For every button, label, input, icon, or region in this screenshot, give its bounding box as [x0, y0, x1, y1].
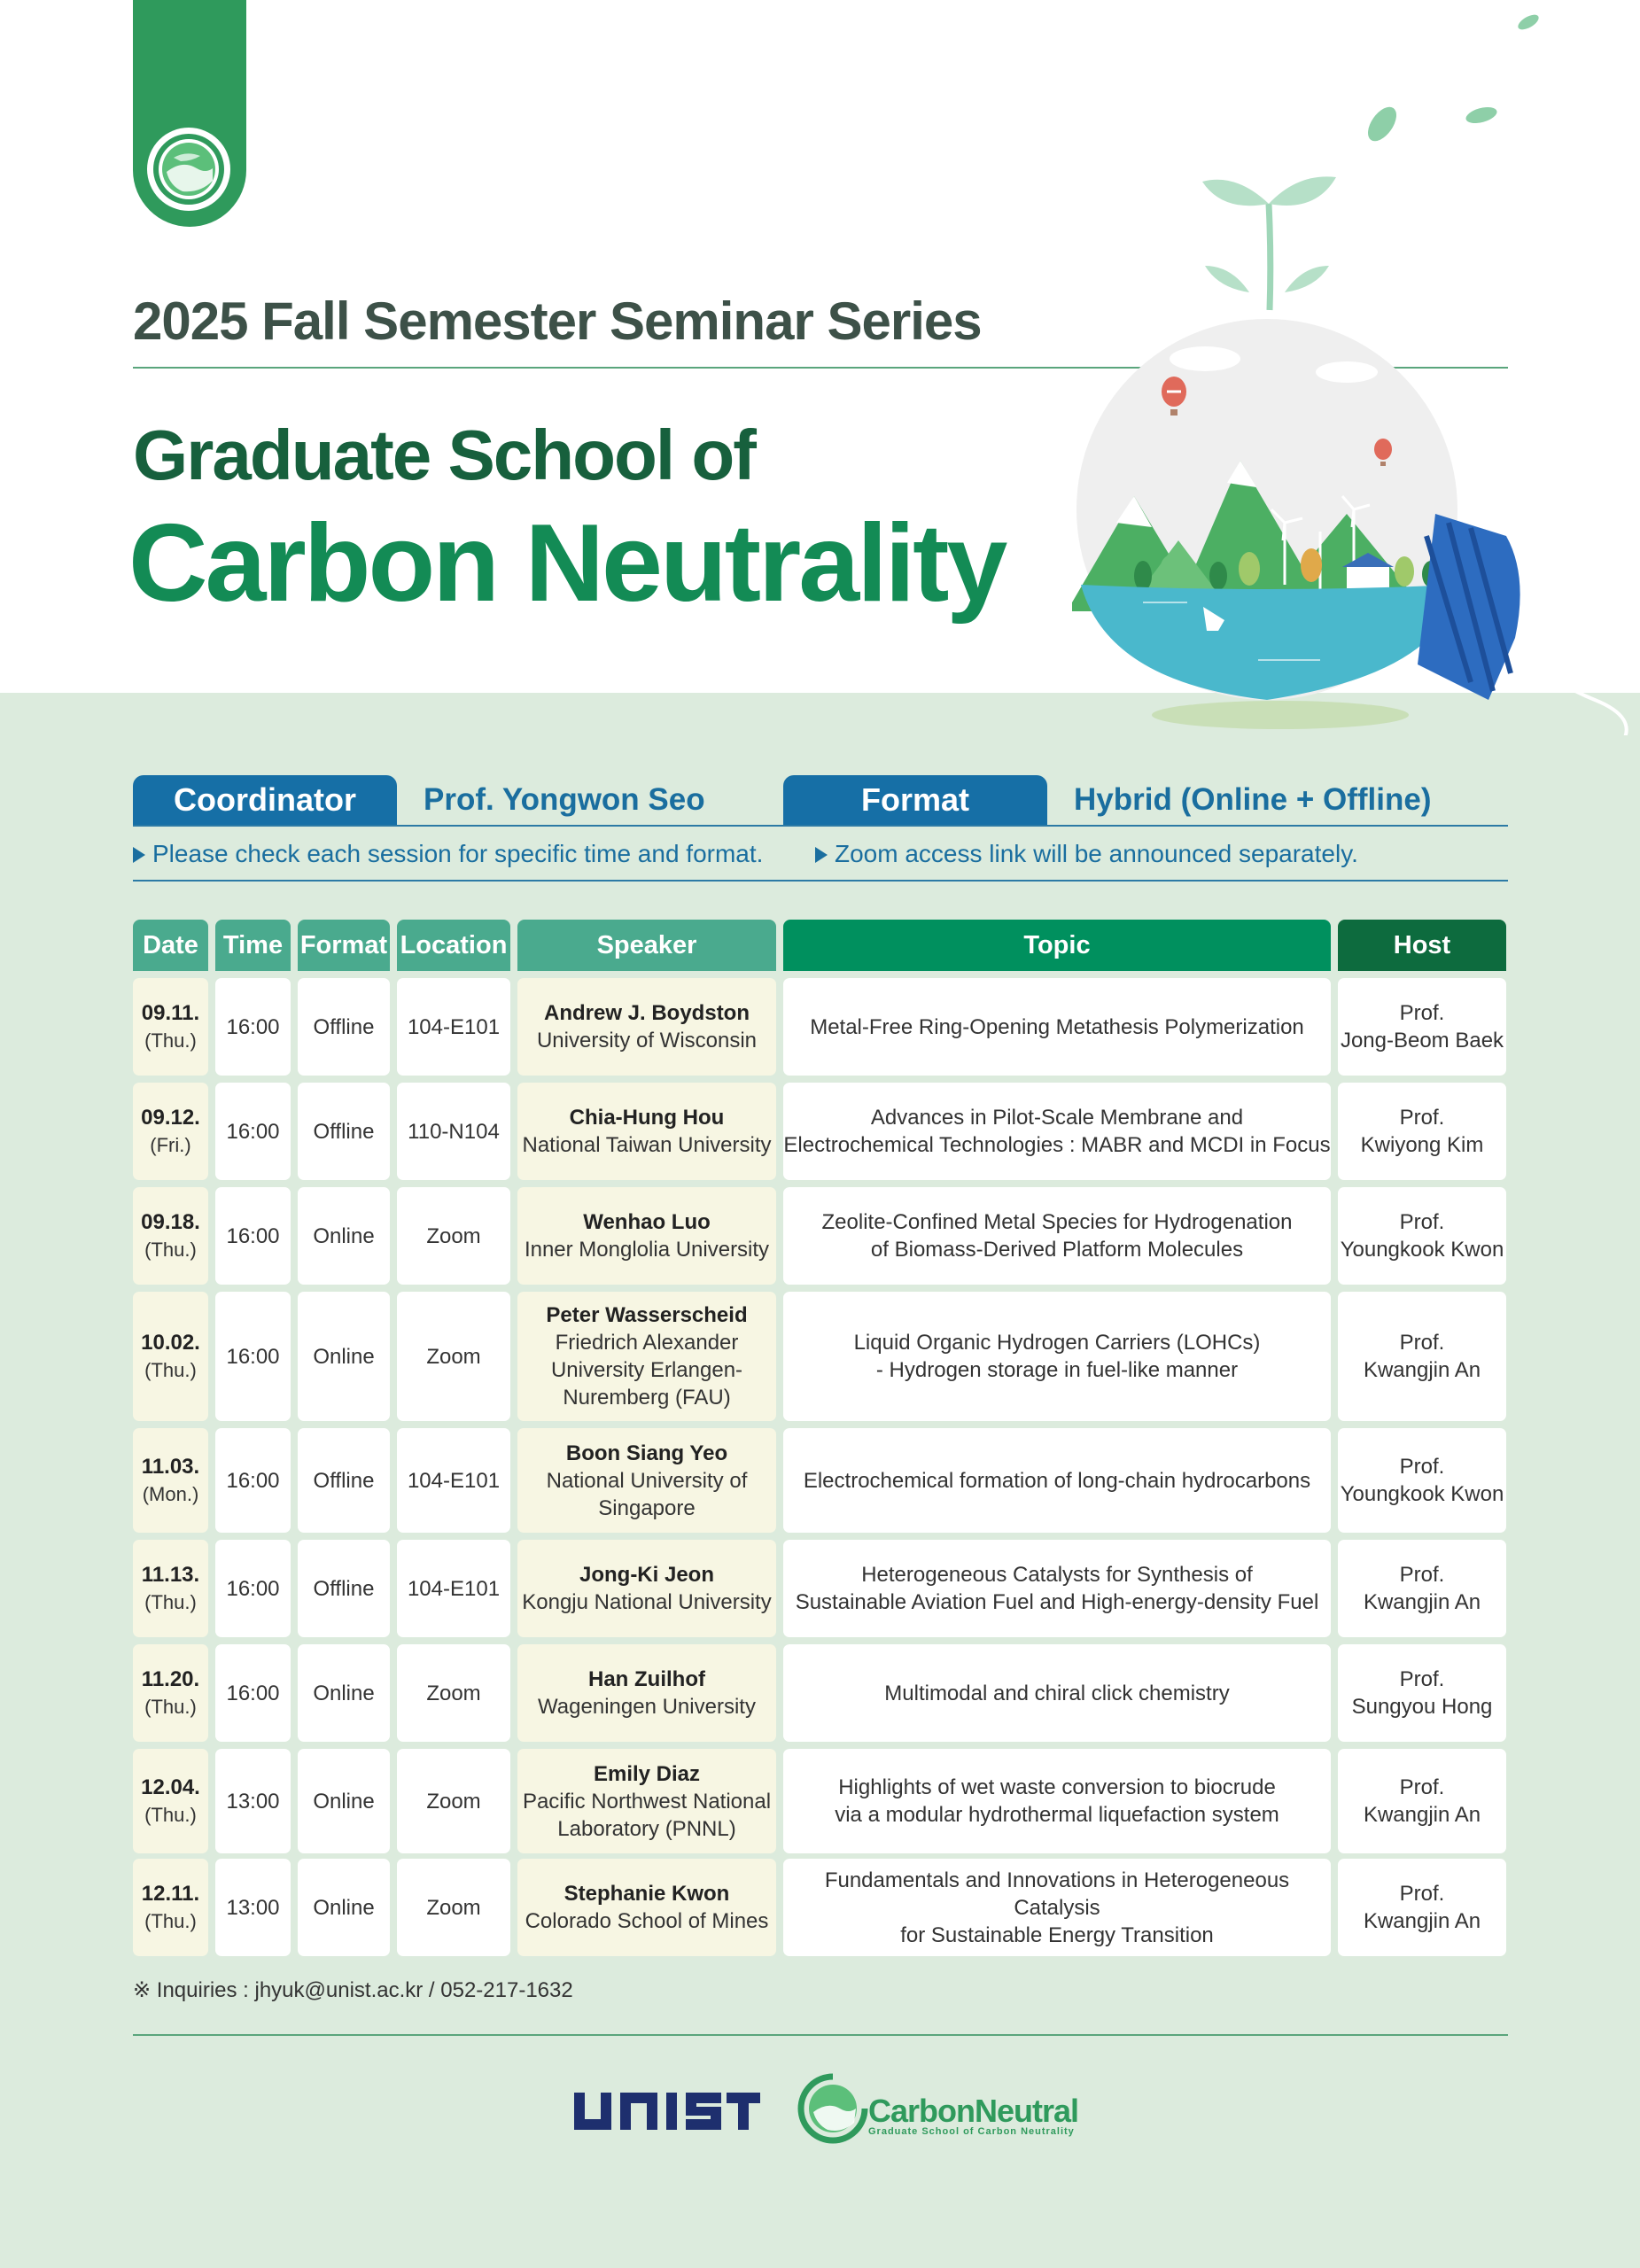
host-name: Kwiyong Kim [1360, 1133, 1484, 1157]
cell-date [133, 1083, 208, 1180]
speaker-name: Han Zuilhof [588, 1667, 705, 1691]
cell-host [1338, 1292, 1506, 1421]
host-title: Prof. [1399, 1882, 1445, 1906]
carbon-neutral-logo-title: CarbonNeutral [868, 2093, 1079, 2129]
date-value: 10.02. [141, 1331, 200, 1355]
title-line2: Carbon Neutrality [128, 502, 1006, 625]
date-value: 09.12. [141, 1106, 200, 1130]
date-value: 11.13. [141, 1563, 200, 1587]
cell-speaker [517, 1292, 776, 1421]
host-name: Kwangjin An [1363, 1803, 1481, 1827]
host-title: Prof. [1399, 1667, 1445, 1691]
speaker-name: Jong-Ki Jeon [579, 1563, 714, 1587]
host-name: Kwangjin An [1363, 1358, 1481, 1382]
cell-date [133, 1859, 208, 1956]
cell-format: Online [298, 1749, 390, 1853]
speaker-affiliation: Colorado School of Mines [525, 1909, 769, 1933]
cell-time: 13:00 [215, 1859, 291, 1956]
cell-location: Zoom [397, 1187, 510, 1285]
cell-location: 110-N104 [397, 1083, 510, 1180]
cell-location: 104-E101 [397, 1540, 510, 1637]
cell-date [133, 978, 208, 1076]
carbon-neutral-logo-icon [797, 2071, 868, 2150]
cell-speaker [517, 1859, 776, 1956]
header-date: Date [133, 920, 208, 971]
speaker-name: Emily Diaz [593, 1761, 701, 1786]
host-title: Prof. [1399, 1455, 1445, 1479]
cell-time: 16:00 [215, 1187, 291, 1285]
speaker-affiliation: Kongju National University [522, 1590, 772, 1614]
cell-time: 13:00 [215, 1749, 291, 1853]
topic-text: Multimodal and chiral click chemistry [884, 1681, 1230, 1705]
cell-topic [783, 1292, 1331, 1421]
day-value: (Thu.) [144, 1591, 197, 1613]
carbon-neutral-logo-subtitle: Graduate School of Carbon Neutrality [868, 2126, 1075, 2137]
meta-divider [133, 825, 1508, 827]
arrow-right-icon [815, 847, 828, 863]
cell-date [133, 1428, 208, 1533]
cell-time: 16:00 [215, 1428, 291, 1533]
cell-date [133, 1644, 208, 1742]
bulb-base-icon [1418, 514, 1520, 700]
cell-speaker [517, 1749, 776, 1853]
speaker-affiliation: Wageningen University [538, 1695, 756, 1719]
cell-location: Zoom [397, 1859, 510, 1956]
host-title: Prof. [1399, 1210, 1445, 1234]
date-value: 11.03. [141, 1455, 200, 1479]
cell-host [1338, 1859, 1506, 1956]
speaker-affiliation: National Taiwan University [522, 1133, 772, 1157]
speaker-name: Peter Wasserscheid [546, 1303, 748, 1327]
footer-divider [133, 2034, 1508, 2036]
topic-text: Liquid Organic Hydrogen Carriers (LOHCs) - Hydrogen storage in fuel-like manner [853, 1331, 1261, 1382]
topic-text: Fundamentals and Innovations in Heterogeneous Catalysis for Sustainable Energy Transition [824, 1868, 1290, 1947]
host-title: Prof. [1399, 1331, 1445, 1355]
header-time: Time [215, 920, 291, 971]
header-location: Location [397, 920, 510, 971]
cell-location: Zoom [397, 1292, 510, 1421]
cell-format: Online [298, 1859, 390, 1956]
date-value: 11.20. [141, 1667, 200, 1691]
note-session-format: Please check each session for specific time and format. [133, 840, 763, 868]
cell-topic [783, 1187, 1331, 1285]
cell-date [133, 1540, 208, 1637]
cell-host [1338, 978, 1506, 1076]
topic-text: Heterogeneous Catalysts for Synthesis of Sustainable Aviation Fuel and High-energy-density Fuel [795, 1563, 1319, 1614]
format-label: Format [783, 775, 1047, 825]
cell-format: Online [298, 1644, 390, 1742]
arrow-right-icon [133, 847, 145, 863]
topic-text: Metal-Free Ring-Opening Metathesis Polymerization [810, 1014, 1304, 1039]
topic-text: Zeolite-Confined Metal Species for Hydrogenation of Biomass-Derived Platform Molecules [821, 1210, 1293, 1262]
date-value: 09.18. [141, 1210, 200, 1234]
date-value: 09.11. [141, 1001, 200, 1025]
coordinator-label: Coordinator [133, 775, 397, 825]
cell-topic [783, 1428, 1331, 1533]
header-format: Format [298, 920, 390, 971]
cell-host [1338, 1540, 1506, 1637]
cell-format: Offline [298, 1083, 390, 1180]
day-value: (Thu.) [144, 1359, 197, 1381]
cell-topic [783, 1644, 1331, 1742]
cell-time: 16:00 [215, 1292, 291, 1421]
day-value: (Fri.) [150, 1134, 191, 1156]
cell-date [133, 1292, 208, 1421]
cell-time: 16:00 [215, 1083, 291, 1180]
host-name: Kwangjin An [1363, 1909, 1481, 1933]
cell-host [1338, 1644, 1506, 1742]
cell-host [1338, 1083, 1506, 1180]
notes-divider [133, 880, 1508, 882]
cell-speaker [517, 1187, 776, 1285]
cell-time: 16:00 [215, 1644, 291, 1742]
date-value: 12.11. [141, 1882, 200, 1906]
cell-host [1338, 1187, 1506, 1285]
cell-topic [783, 1749, 1331, 1853]
globe-logo-icon [147, 128, 230, 211]
topic-text: Electrochemical formation of long-chain hydrocarbons [803, 1468, 1311, 1493]
leaf-icon [1363, 12, 1542, 146]
speaker-name: Andrew J. Boydston [543, 1001, 750, 1025]
cell-topic [783, 978, 1331, 1076]
cell-format: Online [298, 1187, 390, 1285]
host-name: Jong-Beom Baek [1340, 1029, 1504, 1052]
unist-logo [574, 2093, 760, 2136]
speaker-affiliation: Inner Monglolia University [524, 1238, 770, 1262]
note-zoom-link: Zoom access link will be announced separately. [815, 840, 1358, 868]
cell-location: 104-E101 [397, 1428, 510, 1533]
topic-text: Advances in Pilot-Scale Membrane and Electrochemical Technologies : MABR and MCDI in Focus [783, 1106, 1331, 1157]
speaker-name: Stephanie Kwon [564, 1882, 730, 1906]
cell-format: Online [298, 1292, 390, 1421]
cell-format: Offline [298, 1428, 390, 1533]
coordinator-value: Prof. Yongwon Seo [424, 782, 705, 817]
cell-speaker [517, 978, 776, 1076]
header-speaker: Speaker [517, 920, 776, 971]
cell-topic [783, 1859, 1331, 1956]
cell-time: 16:00 [215, 978, 291, 1076]
cell-location: Zoom [397, 1644, 510, 1742]
host-name: Kwangjin An [1363, 1590, 1481, 1614]
inquiries: ※ Inquiries : jhyuk@unist.ac.kr / 052-217-1632 [133, 1978, 573, 2002]
speaker-affiliation: Pacific Northwest National Laboratory (PNNL) [522, 1789, 772, 1841]
topic-text: Highlights of wet waste conversion to biocrude via a modular hydrothermal liquefaction system [835, 1775, 1279, 1827]
host-name: Youngkook Kwon [1340, 1482, 1504, 1506]
cell-location: Zoom [397, 1749, 510, 1853]
day-value: (Thu.) [144, 1029, 197, 1052]
cell-format: Offline [298, 1540, 390, 1637]
cell-speaker [517, 1428, 776, 1533]
day-value: (Thu.) [144, 1239, 197, 1261]
day-value: (Mon.) [142, 1483, 199, 1505]
date-value: 12.04. [141, 1775, 200, 1799]
host-title: Prof. [1399, 1106, 1445, 1130]
cell-topic [783, 1083, 1331, 1180]
speaker-name: Boon Siang Yeo [565, 1441, 728, 1465]
host-title: Prof. [1399, 1001, 1445, 1025]
cell-date [133, 1187, 208, 1285]
title-line1: Graduate School of [133, 416, 755, 494]
cell-speaker [517, 1644, 776, 1742]
cell-host [1338, 1749, 1506, 1853]
speaker-affiliation: University of Wisconsin [536, 1029, 758, 1052]
speaker-affiliation: Friedrich Alexander University Erlangen- Nuremberg (FAU) [550, 1331, 743, 1410]
sprout-icon [1202, 176, 1336, 310]
lightbulb-landscape-illustration [1054, 0, 1640, 735]
day-value: (Thu.) [144, 1696, 197, 1718]
day-value: (Thu.) [144, 1910, 197, 1932]
cell-location: 104-E101 [397, 978, 510, 1076]
host-name: Sungyou Hong [1351, 1695, 1493, 1719]
speaker-name: Chia-Hung Hou [569, 1106, 725, 1130]
host-name: Youngkook Kwon [1340, 1238, 1504, 1262]
cell-speaker [517, 1083, 776, 1180]
speaker-name: Wenhao Luo [583, 1210, 711, 1234]
header-host: Host [1338, 920, 1506, 971]
series-title: 2025 Fall Semester Seminar Series [133, 291, 982, 351]
cell-host [1338, 1428, 1506, 1533]
speaker-affiliation: National University of Singapore [546, 1468, 748, 1520]
cell-time: 16:00 [215, 1540, 291, 1637]
cell-date [133, 1749, 208, 1853]
format-value: Hybrid (Online + Offline) [1074, 782, 1432, 817]
cell-topic [783, 1540, 1331, 1637]
host-title: Prof. [1399, 1563, 1445, 1587]
cell-speaker [517, 1540, 776, 1637]
cell-format: Offline [298, 978, 390, 1076]
host-title: Prof. [1399, 1775, 1445, 1799]
header-topic: Topic [783, 920, 1331, 971]
day-value: (Thu.) [144, 1804, 197, 1826]
